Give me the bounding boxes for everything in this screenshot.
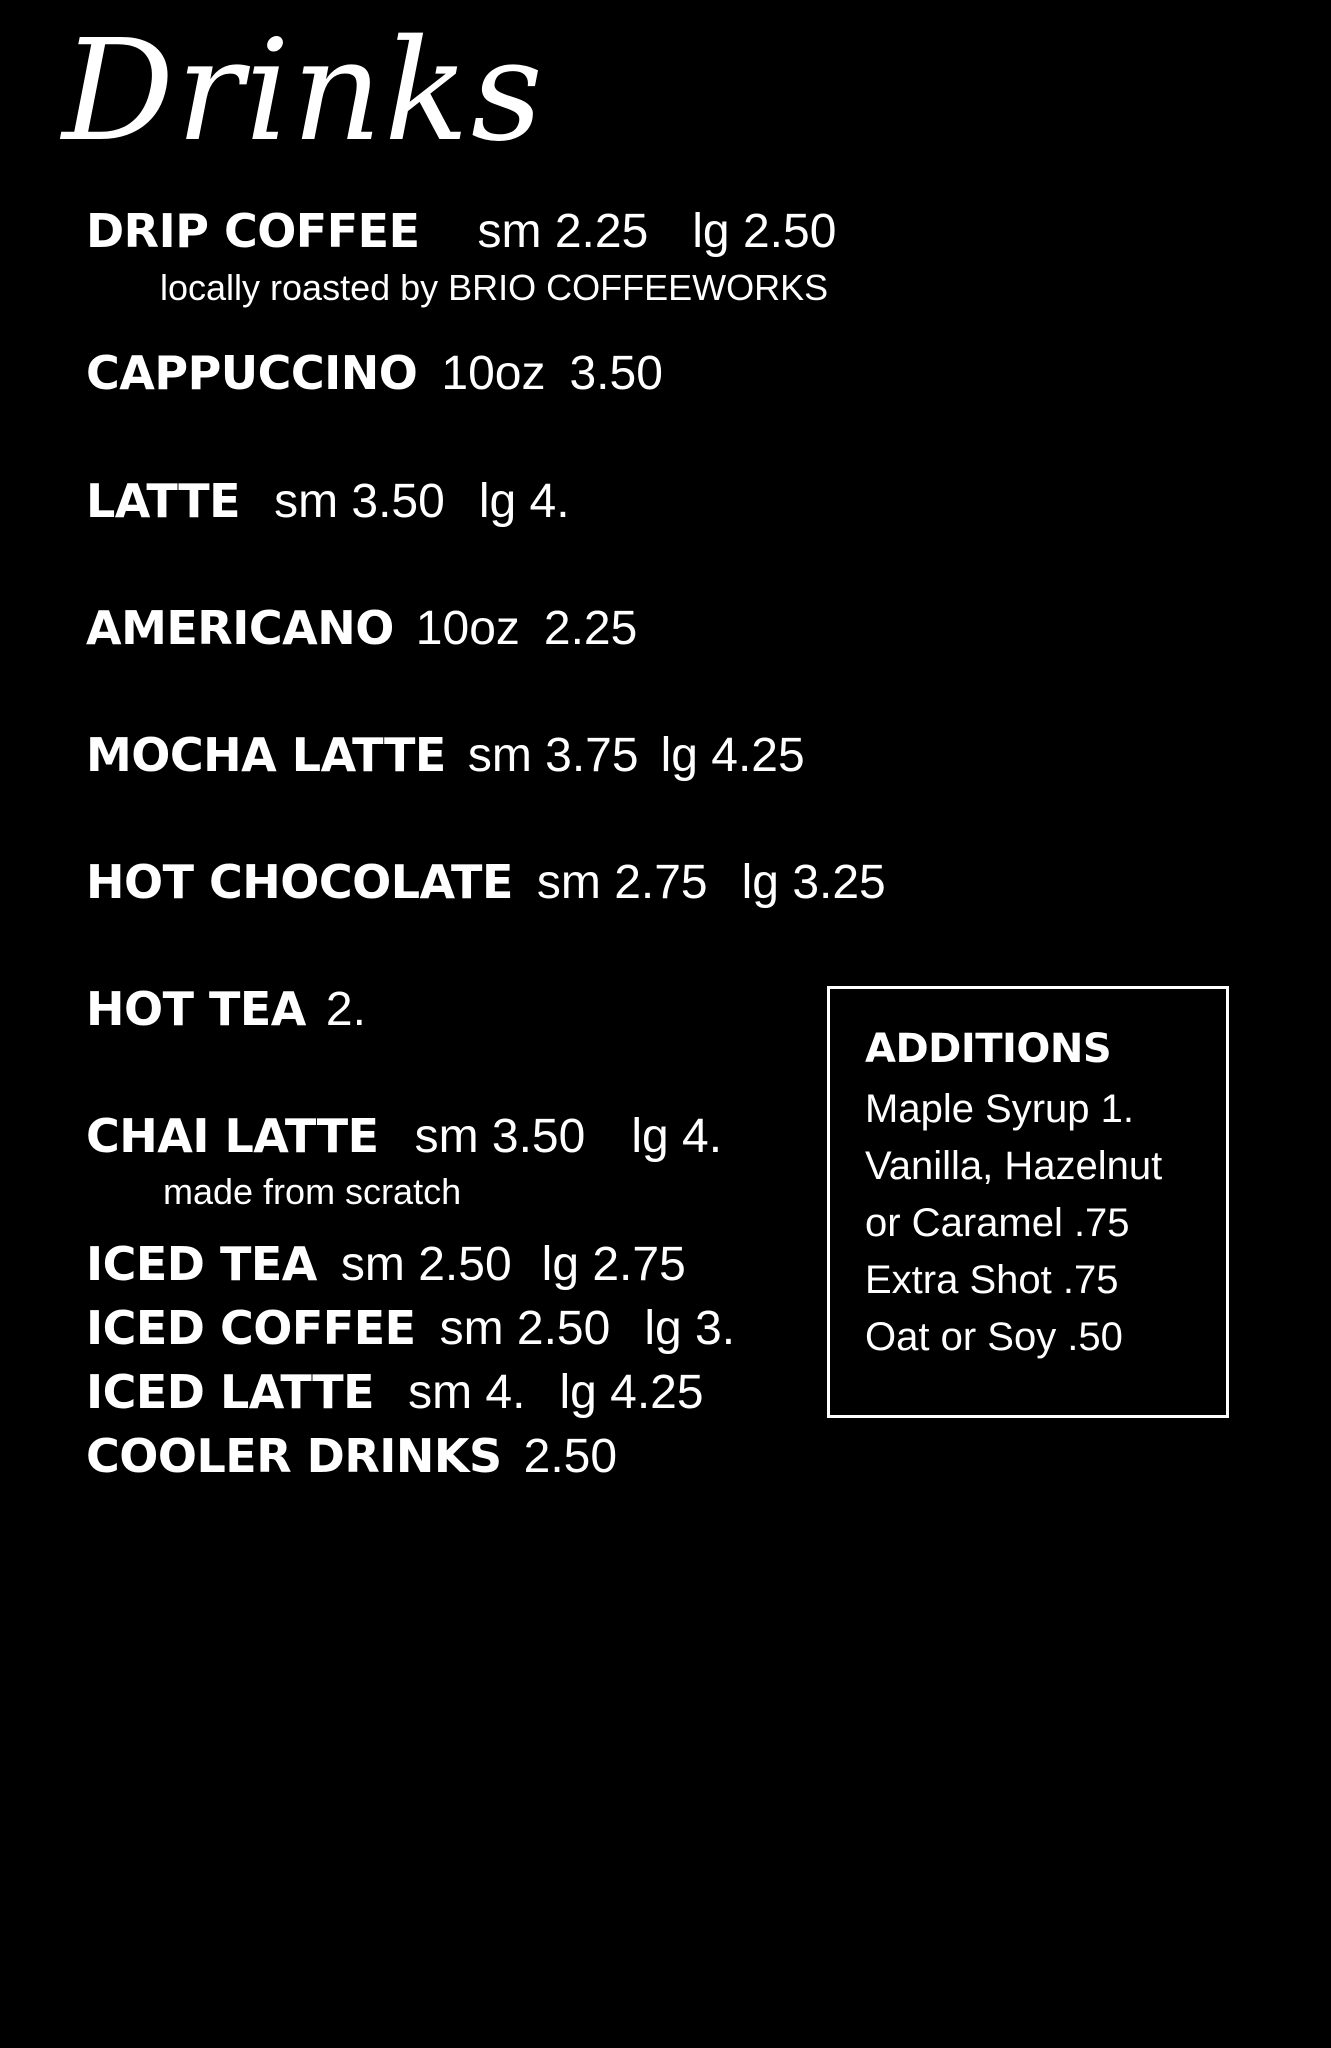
item-price-small: sm 2.75 xyxy=(536,856,708,909)
menu-item-iced-latte xyxy=(86,1365,704,1419)
menu-item-cooler-drinks xyxy=(86,1429,618,1483)
item-price-large: lg 4.25 xyxy=(660,729,805,782)
item-price-large: lg 2.75 xyxy=(541,1238,686,1291)
item-name: ICED COFFEE xyxy=(86,1301,416,1355)
item-note-roaster: locally roasted by BRIO COFFEEWORKS xyxy=(160,267,829,308)
menu-item-hot-chocolate xyxy=(86,855,886,909)
additions-line: Maple Syrup 1. xyxy=(865,1087,1135,1131)
menu-item-cappuccino xyxy=(86,346,663,400)
item-price-large: lg 3. xyxy=(644,1302,736,1355)
item-note-scratch: made from scratch xyxy=(163,1171,462,1212)
item-price: 3.50 xyxy=(569,347,663,400)
item-price-small: sm 4. xyxy=(408,1366,526,1419)
menu-item-mocha-latte xyxy=(86,728,805,782)
item-size: 10oz xyxy=(441,347,546,400)
item-price-small: sm 3.50 xyxy=(414,1110,586,1163)
item-name: AMERICANO xyxy=(86,601,394,655)
item-price-large: lg 2.50 xyxy=(692,205,837,258)
item-size: 10oz xyxy=(415,602,520,655)
menu-item-iced-coffee xyxy=(86,1301,736,1355)
menu-item-hot-tea xyxy=(86,982,366,1036)
menu-item-iced-tea xyxy=(86,1237,686,1291)
item-price: 2.50 xyxy=(523,1430,618,1483)
item-name: MOCHA LATTE xyxy=(86,728,446,782)
item-price-large: lg 4. xyxy=(478,475,570,528)
item-name: CAPPUCCINO xyxy=(86,346,418,400)
item-price-small: sm 2.50 xyxy=(340,1238,512,1291)
item-name: LATTE xyxy=(86,474,241,528)
menu-item-chai-latte xyxy=(86,1109,723,1163)
item-price: 2.25 xyxy=(543,602,638,655)
item-name: ICED LATTE xyxy=(86,1365,375,1419)
menu-item-drip-coffee xyxy=(86,204,837,258)
item-name: ICED TEA xyxy=(86,1237,317,1291)
additions-line: Extra Shot .75 xyxy=(865,1258,1119,1302)
menu-item-latte xyxy=(86,474,570,528)
item-price-large: lg 3.25 xyxy=(741,856,886,909)
item-price: 2. xyxy=(325,983,366,1036)
additions-line: or Caramel .75 xyxy=(865,1201,1130,1245)
item-price-small: sm 2.50 xyxy=(439,1302,611,1355)
item-price-large: lg 4.25 xyxy=(559,1366,704,1419)
page-title: Drinks xyxy=(62,10,545,173)
additions-title: ADDITIONS xyxy=(865,1026,1112,1072)
item-name: COOLER DRINKS xyxy=(86,1429,502,1483)
item-name: DRIP COFFEE xyxy=(86,204,420,258)
additions-line: Vanilla, Hazelnut xyxy=(865,1144,1163,1188)
additions-line: Oat or Soy .50 xyxy=(865,1315,1123,1359)
item-price-large: lg 4. xyxy=(631,1110,723,1163)
item-name: HOT TEA xyxy=(86,982,306,1036)
item-price-small: sm 3.75 xyxy=(467,729,639,782)
item-price-small: sm 2.25 xyxy=(477,205,649,258)
item-name: CHAI LATTE xyxy=(86,1109,379,1163)
item-name: HOT CHOCOLATE xyxy=(86,855,513,909)
menu-item-americano xyxy=(86,601,638,655)
additions-box xyxy=(827,986,1229,1418)
item-price-small: sm 3.50 xyxy=(274,475,445,528)
